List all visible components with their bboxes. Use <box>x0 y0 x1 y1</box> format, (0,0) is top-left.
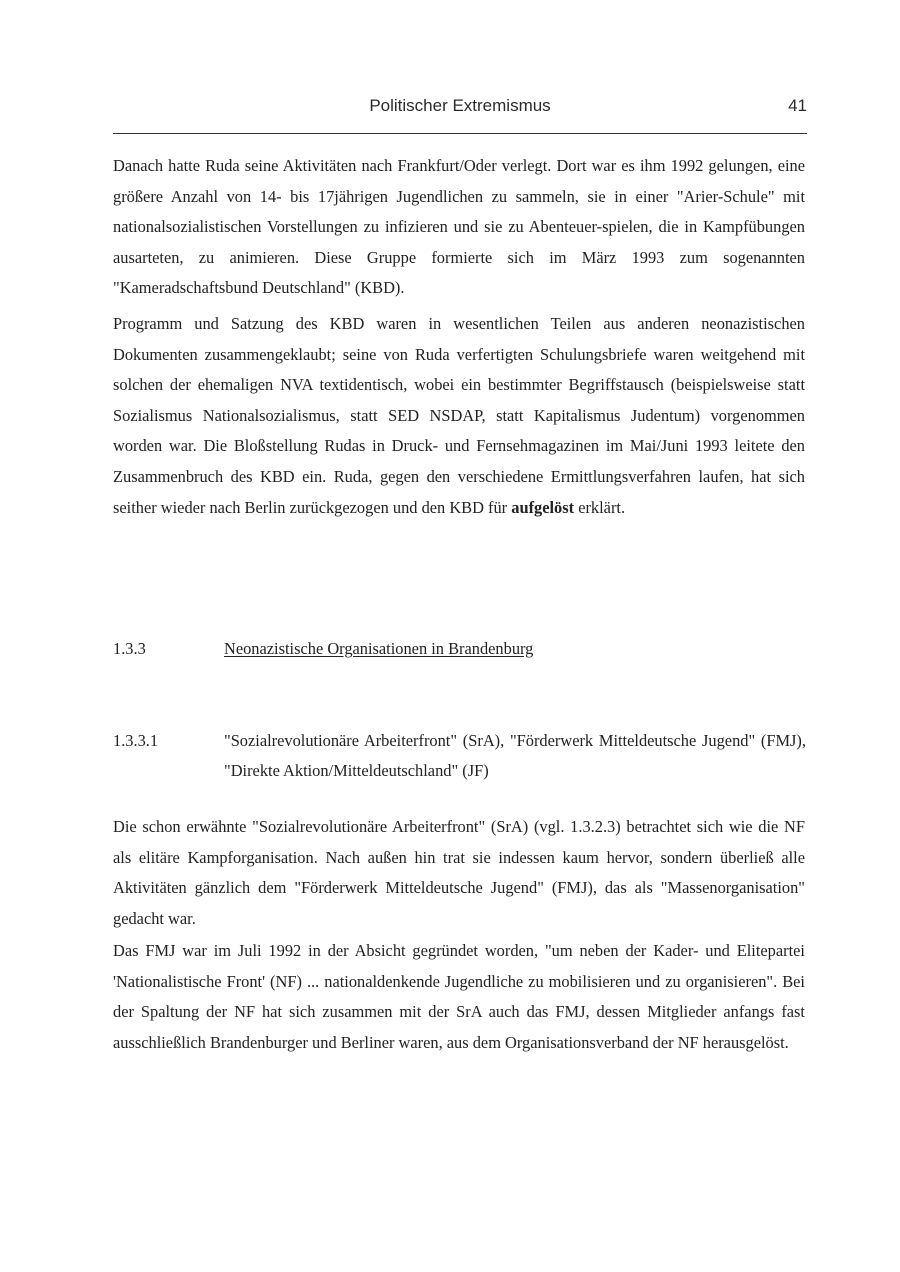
header-rule <box>113 133 807 134</box>
running-header <box>113 96 807 124</box>
paragraph-ruda-frankfurt: Danach hatte Ruda seine Aktivitäten nach Frankfurt/Oder verlegt. Dort war es ihm 1992 gelungen, eine größere Anzahl von 14- bis 17jährigen Jugendlichen zu sammeln, sie in einer "Arier-Schule" mit nationalsozialistischen Vorstellungen zu infizieren und sie zu Abenteuer-spielen, die in Kampfübungen ausarteten, zu animieren. Diese Gruppe formierte sich im März 1993 zum sogenannten "Kameradschaftsbund Deutschland" (KBD). <box>113 156 805 298</box>
paragraph-fmj: Das FMJ war im Juli 1992 in der Absicht gegründet worden, "um neben der Kader- und Elitepartei 'Nationalistische Front' (NF) ... nationaldenkende Jugendliche zu mobilisieren und zu organisieren". Bei der Spaltung der NF hat sich zusammen mit der SrA auch das FMJ, dessen Mitglieder anfangs fast ausschließlich Brandenburger und Berliner waren, aus dem Organisationsverband der NF herausgelöst. <box>113 941 805 1052</box>
paragraph-kbd-program-end: erklärt. <box>578 497 626 517</box>
section-number-1-3-3: 1.3.3 <box>113 639 146 658</box>
paragraph-kbd-program <box>113 309 805 523</box>
section-title-1-3-3-1: "Sozialrevolutionäre Arbeiterfront" (SrA), "Förderwerk Mitteldeutsche Jugend" (FMJ), "Direkte Aktion/Mitteldeutschland" (JF) <box>224 731 806 780</box>
emphasis-aufgeloest: aufgelöst <box>511 497 575 517</box>
page-number: 41 <box>788 96 807 115</box>
section-title-1-3-3: Neonazistische Organisationen in Brandenburg <box>224 639 534 658</box>
paragraph-sra: Die schon erwähnte "Sozialrevolutionäre Arbeiterfront" (SrA) (vgl. 1.3.2.3) betrachtet sich wie die NF als elitäre Kampforganisation. Nach außen hin trat sie indessen kaum hervor, sondern überließ alle Aktivitäten gänzlich dem "Förderwerk Mitteldeutsche Jugend" (FMJ), das als "Massenorganisation" gedacht war. <box>113 817 805 928</box>
running-header-title: Politischer Extremismus <box>369 96 551 115</box>
section-number-1-3-3-1: 1.3.3.1 <box>113 731 159 750</box>
paragraph-kbd-program-text: Programm und Satzung des KBD waren in wesentlichen Teilen aus anderen neonazistischen Dokumenten zusammengeklaubt; seine von Ruda verfertigten Schulungsbriefe waren weitgehend mit solchen der ehemaligen NVA textidentisch, wobei ein bestimmter Begriffstausch (beispielsweise statt Sozialismus Nationalsozialismus, statt SED NSDAP, statt Kapitalismus Judentum) vorgenommen worden war. Die Bloßstellung Rudas in Druck- und Fernsehmagazinen im Mai/Juni 1993 leitete den Zusammenbruch des KBD ein. Ruda, gegen den verschiedene Ermittlungsverfahren laufen, hat sich seither wieder nach Berlin zurückgezogen und den KBD für <box>113 314 805 517</box>
